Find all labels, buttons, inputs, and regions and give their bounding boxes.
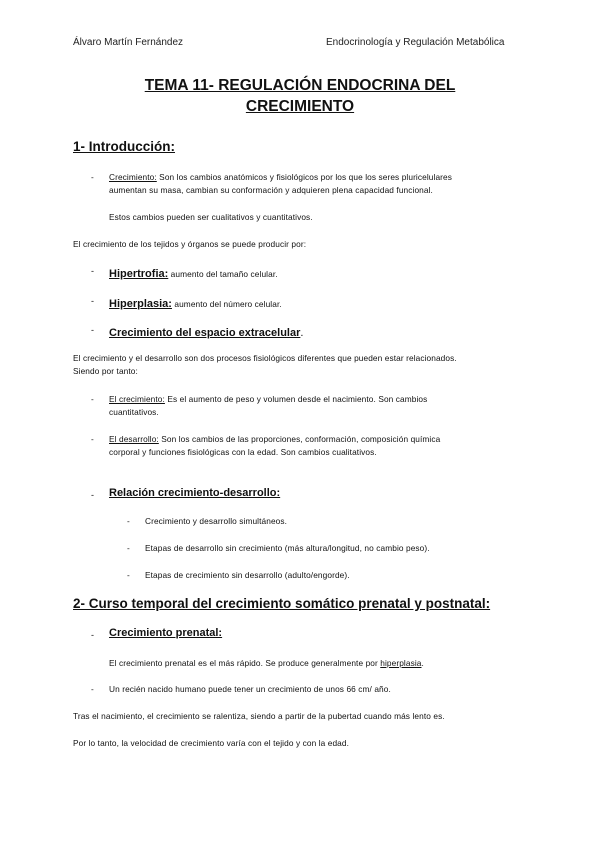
produce-intro: El crecimiento de los tejidos y órganos se puede producir por: [73, 239, 307, 249]
el-desarrollo-term: El desarrollo: [109, 434, 159, 444]
crecimiento-def-line2: aumentan su masa, cambian su conformación y adquieren plena capacidad funcional. [109, 185, 433, 195]
prenatal-text-end: . [421, 658, 424, 668]
header-author: Álvaro Martín Fernández [73, 37, 184, 48]
hipertrofia-term: Hipertrofia: [109, 268, 169, 280]
el-desarrollo-line2: corporal y funciones fisiológicas con la edad. Son cambios cualitativos. [109, 447, 377, 457]
el-crecimiento-text: Es el aumento de peso y volumen desde el nacimiento. Son cambios [164, 394, 428, 404]
procesos-line1: El crecimiento y el desarrollo son dos procesos fisiológicos diferentes que pueden estar relacionados. [73, 353, 457, 363]
hiperplasia-item [109, 294, 282, 312]
hipertrofia-item [109, 264, 278, 282]
prenatal-heading: Crecimiento prenatal: [109, 627, 223, 639]
bullet-dash: - [91, 296, 94, 306]
bullet-dash: - [91, 394, 94, 404]
bullet-dash: - [91, 266, 94, 276]
el-crecimiento-term: El crecimiento: [109, 394, 165, 404]
bullet-dash: - [91, 630, 94, 640]
relacion-item: Crecimiento y desarrollo simultáneos. [145, 516, 288, 526]
crecimiento-definition [109, 172, 452, 182]
page-title-line2: CRECIMIENTO [245, 98, 355, 115]
espacio-item [109, 323, 303, 341]
hiperplasia-link[interactable]: hiperplasia [380, 658, 422, 668]
relacion-item: Etapas de desarrollo sin crecimiento (más altura/longitud, no cambio peso). [145, 543, 430, 553]
header-subject: Endocrinología y Regulación Metabólica [326, 37, 505, 48]
crecimiento-def-text: Son los cambios anatómicos y fisiológicos por los que los seres pluricelulares [156, 172, 452, 182]
espacio-term: Crecimiento del espacio extracelular [109, 327, 301, 339]
cambios-note: Estos cambios pueden ser cualitativos y cuantitativos. [109, 212, 313, 222]
hipertrofia-def: aumento del tamaño celular. [168, 269, 278, 279]
velocidad-text: Por lo tanto, la velocidad de crecimiento varía con el tejido y con la edad. [73, 738, 350, 748]
bullet-dash: - [127, 543, 130, 553]
bullet-dash: - [91, 490, 94, 500]
recien-nacido-text: Un recién nacido humano puede tener un crecimiento de unos 66 cm/ año. [109, 684, 391, 694]
espacio-end: . [300, 327, 304, 339]
hiperplasia-def: aumento del número celular. [171, 299, 282, 309]
relacion-heading: Relación crecimiento-desarrollo: [109, 487, 281, 499]
bullet-dash: - [91, 684, 94, 694]
prenatal-text [109, 658, 424, 668]
relacion-item: Etapas de crecimiento sin desarrollo (adulto/engorde). [145, 570, 350, 580]
tras-nacimiento-text: Tras el nacimiento, el crecimiento se ralentiza, siendo a partir de la pubertad cuando más lento es. [73, 711, 445, 721]
bullet-dash: - [91, 434, 94, 444]
bullet-dash: - [91, 172, 94, 182]
el-crecimiento-item [109, 394, 427, 404]
el-desarrollo-item [109, 434, 440, 444]
el-crecimiento-line2: cuantitativos. [109, 407, 159, 417]
section1-heading: 1- Introducción: [73, 139, 175, 154]
page-title-line1: TEMA 11- REGULACIÓN ENDOCRINA DEL [144, 77, 456, 94]
bullet-dash: - [91, 325, 94, 335]
hiperplasia-term: Hiperplasia: [109, 298, 172, 310]
bullet-dash: - [127, 570, 130, 580]
prenatal-text-body: El crecimiento prenatal es el más rápido. Se produce generalmente por [109, 658, 381, 668]
bullet-dash: - [127, 516, 130, 526]
crecimiento-term: Crecimiento: [109, 172, 157, 182]
procesos-line2: Siendo por tanto: [73, 366, 138, 376]
el-desarrollo-text: Son los cambios de las proporciones, conformación, composición química [158, 434, 441, 444]
section2-heading: 2- Curso temporal del crecimiento somático prenatal y postnatal: [73, 596, 491, 611]
